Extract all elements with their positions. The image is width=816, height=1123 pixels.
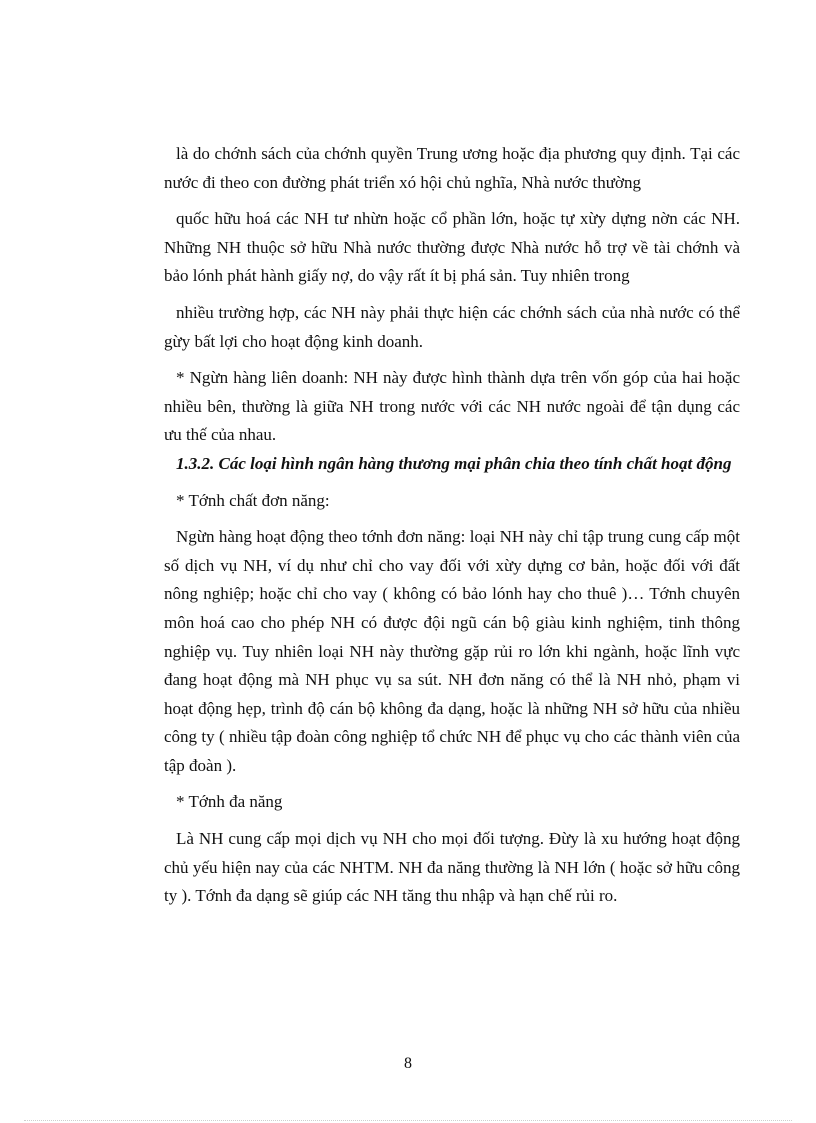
paragraph-joint-venture: * Ngừn hàng liên doanh: NH này được hình thành dựa trên vốn góp của hai hoặc nhiều bên, thường là giữa NH trong nước với các NH nước ngoài để tận dụng các ưu thế của nhau.	[164, 368, 740, 445]
page-bottom-divider	[24, 1120, 792, 1121]
page-number: 8	[404, 1055, 412, 1072]
paragraph-policy-impact: nhiều trường hợp, các NH này phải thực hiện các chớnh sách của nhà nước có thể gừy bất lợi cho hoạt động kinh doanh.	[164, 302, 740, 351]
subheading-single-function: * Tớnh chất đơn năng:	[176, 490, 330, 510]
subheading-multi-function: * Tớnh đa năng	[176, 792, 283, 812]
page-body	[164, 140, 740, 911]
section-heading: 1.3.2. Các loại hình ngân hàng thương mại phân chia theo tính chất hoạt động	[176, 453, 732, 473]
paragraph-single-function: Ngừn hàng hoạt động theo tớnh đơn năng: loại NH này chỉ tập trung cung cấp một số dịch vụ NH, ví dụ như chỉ cho vay đối với xừy dựng cơ bản, hoặc đối với đất nông nghiệp; hoặc chỉ cho vay ( không có bảo lónh hay cho thuê )… Tớnh chuyên môn hoá cao cho phép NH có được đội ngũ cán bộ giàu kinh nghiệm, tinh thông nghiệp vụ. Tuy nhiên loại NH này thường gặp rủi ro lớn khi ngành, hoặc lĩnh vực đang hoạt động mà NH phục vụ sa sút. NH đơn năng có thể là NH nhỏ, phạm vi hoạt động hẹp, trình độ cán bộ không đa dạng, hoặc là những NH sở hữu của nhiều công ty ( nhiều tập đoàn công nghiệp tổ chức NH để phục vụ cho các thành viên của tập đoàn ).	[164, 527, 740, 775]
paragraph-state-policy: là do chớnh sách của chớnh quyền Trung ương hoặc địa phương quy định. Tại các nước đi theo con đường phát triển xó hội chủ nghĩa, Nhà nước thường	[164, 144, 740, 192]
paragraph-multi-function: Là NH cung cấp mọi dịch vụ NH cho mọi đối tượng. Đừy là xu hướng hoạt động chủ yếu hiện nay của các NHTM. NH đa năng thường là NH lớn ( hoặc sở hữu công ty ). Tớnh đa dạng sẽ giúp các NH tăng thu nhập và hạn chế rủi ro.	[164, 829, 740, 906]
paragraph-nationalization: quốc hữu hoá các NH tư nhừn hoặc cổ phần lớn, hoặc tự xừy dựng nờn các NH. Những NH thuộc sở hữu Nhà nước thường được Nhà nước hỗ trợ về tài chớnh và bảo lónh phát hành giấy nợ, do vậy rất ít bị phá sản. Tuy nhiên trong	[164, 209, 740, 286]
